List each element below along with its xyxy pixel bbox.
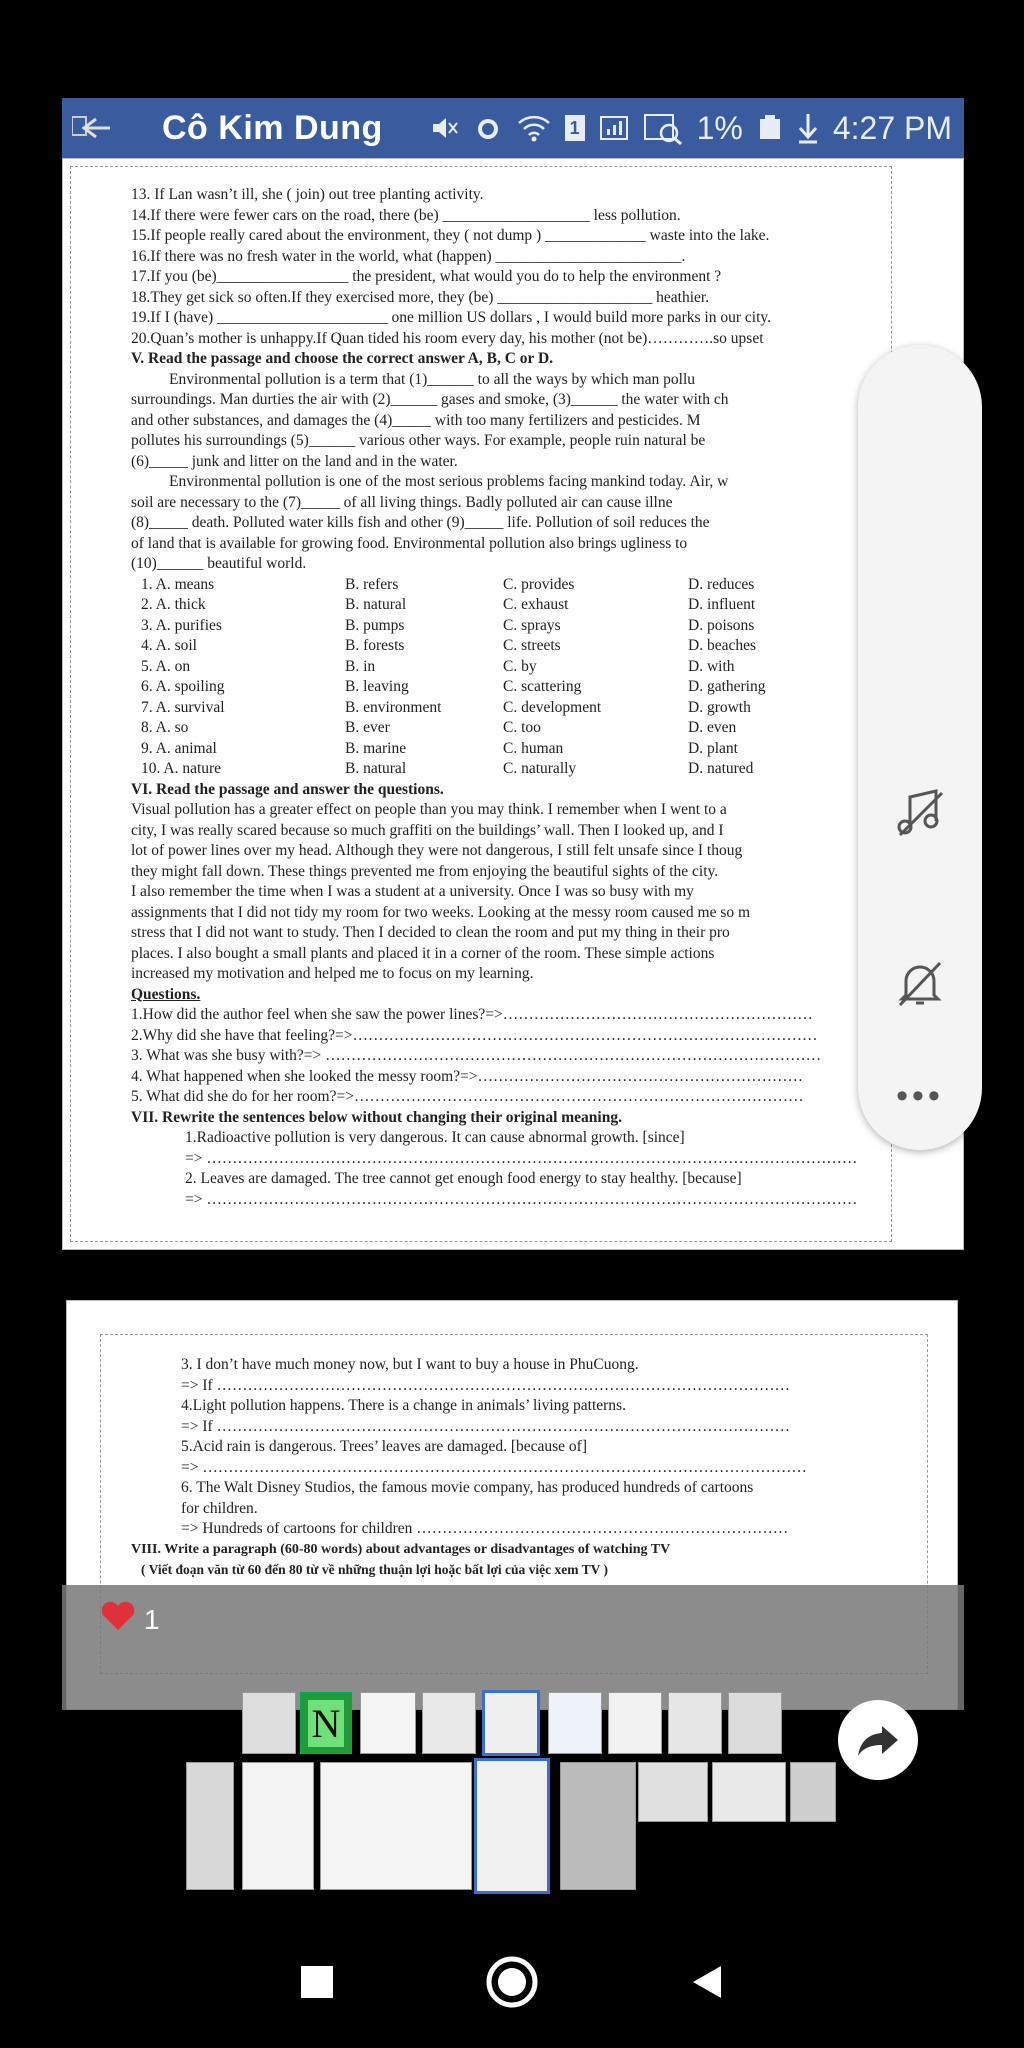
rewrite-line: => Hundreds of cartoons for children ……………………………………………………………… (181, 1520, 789, 1537)
system-nav-bar (0, 1920, 1024, 2048)
answer-option: B. leaving (345, 678, 409, 695)
floating-action-panel (858, 345, 982, 1150)
chat-title[interactable]: Cô Kim Dung (162, 108, 383, 147)
music-note-off-icon[interactable] (858, 785, 982, 841)
image-thumbnail[interactable] (560, 1762, 636, 1890)
image-thumbnail[interactable] (422, 1692, 476, 1754)
passage-line: assignments that I did not tidy my room for two weeks. Looking at the messy room caused me so m (131, 903, 751, 921)
exercise-line: 15.If people really cared about the environment, they ( not dump ) _____________ waste into the lake. (131, 227, 770, 244)
question-line: 5. What did she do for her room?=>…………………………………………………………………………… (131, 1088, 804, 1105)
image-thumbnail[interactable] (638, 1762, 708, 1822)
passage-line: soil are necessary to the (7)_____ of all living things. Badly polluted air can cause illne (131, 493, 673, 511)
share-button[interactable] (838, 1700, 918, 1780)
like-count: 1 (144, 1603, 160, 1635)
back-button[interactable] (689, 1964, 725, 2005)
passage-line: Visual pollution has a greater effect on people than you may think. I remember when I went to a (131, 801, 727, 818)
answer-option: 4. A. soil (141, 637, 197, 654)
section5-title: V. Read the passage and choose the correct answer A, B, C or D. (131, 350, 554, 367)
answer-option-row (131, 677, 891, 698)
answer-option: C. exhaust (503, 596, 569, 613)
image-thumbnail[interactable] (790, 1762, 836, 1822)
answer-option: 8. A. so (141, 719, 189, 736)
image-thumbnail[interactable] (300, 1692, 352, 1754)
exercise-line: 16.If there was no fresh water in the world, what (happen) ________________________. (131, 247, 686, 265)
answer-option: C. too (503, 719, 541, 736)
questions-title: Questions. (131, 985, 201, 1003)
answer-option-row (131, 595, 891, 616)
rewrite-line: 6. The Walt Disney Studios, the famous movie company, has produced hundreds of cartoons (181, 1479, 754, 1496)
answer-option-row (131, 636, 891, 657)
answer-option: C. streets (503, 637, 561, 654)
notification-off-icon[interactable] (858, 955, 982, 1011)
image-thumbnail-selected[interactable] (482, 1690, 540, 1756)
answer-option: D. even (688, 719, 737, 736)
answer-option: 7. A. survival (141, 698, 225, 716)
image-thumbnail[interactable] (668, 1692, 722, 1754)
battery-icon (757, 113, 783, 143)
passage-line: pollutes his surroundings (5)______ various other ways. For example, people ruin natural be (131, 432, 706, 449)
rewrite-line: => If ………………………………………………………………………………………………… (181, 1376, 791, 1394)
answer-option-row (131, 718, 891, 739)
answer-option: D. beaches (688, 637, 756, 654)
answer-option: B. environment (345, 698, 442, 716)
exercise-line: 20.Quan’s mother is unhappy.If Quan tided his room every day, his mother (not be)………….so upset (131, 329, 764, 347)
answer-option-row (131, 759, 891, 780)
sim-icon: 1 (565, 115, 585, 141)
image-thumbnail[interactable] (186, 1762, 234, 1890)
home-button[interactable] (485, 1955, 539, 2014)
heart-icon (100, 1600, 136, 1639)
answer-option: D. poisons (688, 616, 755, 634)
answer-option: D. influent (688, 596, 756, 613)
clock-time: 4:27 PM (832, 109, 952, 146)
document-text-1 (70, 166, 892, 1242)
answer-option: C. human (503, 739, 564, 757)
answer-option: D. plant (688, 739, 738, 757)
section7-title: VII. Rewrite the sentences below without changing their original meaning. (131, 1108, 622, 1126)
image-thumbnail-selected[interactable] (474, 1758, 550, 1894)
answer-option: B. natural (345, 760, 407, 777)
answer-option: B. marine (345, 739, 407, 757)
passage-line: surroundings. Man durties the air with (2)______ gases and smoke, (3)______ the water with ch (131, 391, 729, 408)
share-arrow-icon (856, 1722, 900, 1758)
section6-title: VI. Read the passage and answer the questions. (131, 780, 444, 798)
recents-button[interactable] (299, 1964, 335, 2005)
answer-option-row (131, 698, 891, 719)
answer-option: C. by (503, 657, 537, 675)
answer-option: D. growth (688, 698, 751, 716)
passage-line: of land that is available for growing food. Environmental pollution also brings ugliness to (131, 534, 688, 552)
passage-line: (10)______ beautiful world. (131, 555, 307, 572)
question-line: 2.Why did she have that feeling?=>……………………………………………………………………………… (131, 1026, 818, 1044)
passage-line: lot of power lines over my head. Although they were not dangerous, I still felt unsafe since I thoug (131, 842, 743, 859)
passage-line: places. I also bought a small plants and placed it in a corner of the room. These simple actions (131, 944, 715, 962)
passage-line: increased my motivation and helped me to focus on my learning. (131, 965, 534, 982)
exercise-line: 13. If Lan wasn’t ill, she ( join) out tree planting activity. (131, 186, 484, 203)
passage-line: Environmental pollution is a term that (1)______ to all the ways by which man pollu (169, 370, 696, 388)
answer-option: D. natured (688, 760, 754, 777)
answer-option: 9. A. animal (141, 739, 217, 757)
status-bar (429, 98, 952, 158)
passage-line: (6)_____ junk and litter on the land and in the water. (131, 452, 458, 470)
answer-option: B. forests (345, 637, 405, 654)
question-line: 3. What was she busy with?=> …………………………………………………………………………………… (131, 1047, 822, 1064)
rewrite-line: for children. (181, 1499, 258, 1517)
image-thumbnail[interactable] (712, 1762, 786, 1822)
signal-icon (599, 113, 629, 143)
exercise-line: 14.If there were fewer cars on the road, there (be) ___________________ less pollution. (131, 206, 681, 224)
passage-line: they might fall down. These things prevented me from enjoying the beautiful sights of the city. (131, 862, 719, 880)
answer-option: 1. A. means (141, 575, 215, 593)
wifi-icon (517, 113, 551, 143)
rewrite-line: => ……………………………………………………………………………………………………… (181, 1458, 807, 1476)
back-arrow-icon[interactable] (62, 98, 122, 158)
passage-line: (8)_____ death. Polluted water kills fish and other (9)_____ life. Pollution of soil reduces the (131, 514, 710, 531)
rewrite-line: 3. I don’t have much money now, but I want to buy a house in PhuCuong. (181, 1356, 639, 1373)
rewrite-line: => ……………………………………………………………………………………………………………… (185, 1190, 858, 1208)
rewrite-line: 2. Leaves are damaged. The tree cannot get enough food energy to stay healthy. [because] (185, 1170, 742, 1187)
like-reaction[interactable] (100, 1600, 160, 1639)
answer-option: B. ever (345, 719, 390, 736)
answer-option: 2. A. thick (141, 596, 206, 613)
image-thumbnail[interactable] (608, 1692, 662, 1754)
image-thumbnail[interactable] (728, 1692, 782, 1754)
answer-option: B. natural (345, 596, 407, 613)
answer-option: B. in (345, 657, 376, 675)
answer-option: B. pumps (345, 616, 405, 634)
answer-option: D. gathering (688, 678, 766, 695)
question-line: 4. What happened when she looked the messy room?=>……………………………………………………… (131, 1067, 803, 1085)
screenshot-icon (643, 111, 683, 145)
image-thumbnail[interactable] (548, 1692, 602, 1754)
answer-option-row (131, 616, 891, 637)
answer-option-row (131, 739, 891, 760)
answer-option: 10. A. nature (141, 760, 222, 777)
question-line: 1.How did the author feel when she saw the power lines?=>…………………………………………………… (131, 1006, 813, 1023)
exercise-line: 18.They get sick so often.If they exercised more, they (be) ____________________ heathier. (131, 288, 710, 306)
passage-line: Environmental pollution is one of the most serious problems facing mankind today. Air, w (169, 473, 729, 490)
answer-option: C. scattering (503, 678, 582, 695)
passage-line: and other substances, and damages the (4)_____ with too many fertilizers and pesticides. M (131, 411, 701, 429)
thumbnail-letter: N (308, 1700, 345, 1747)
image-thumbnail[interactable] (242, 1762, 314, 1890)
answer-option-row (131, 575, 891, 596)
section8-subtitle: ( Viết đoạn văn từ 60 đến 80 từ về những thuận lợi hoặc bất lợi của việc xem TV ) (141, 1562, 609, 1577)
passage-line: I also remember the time when I was a student at a university. Once I was so busy with my (131, 883, 694, 900)
answer-option: D. reduces (688, 575, 755, 593)
rewrite-line: => If ………………………………………………………………………………………………… (181, 1417, 791, 1435)
answer-option: 3. A. purifies (141, 616, 222, 634)
image-thumbnail[interactable] (242, 1692, 296, 1754)
image-thumbnail[interactable] (320, 1762, 472, 1890)
passage-line: stress that I did not want to study. Then I decided to clean the room and put my thing in their pro (131, 924, 730, 941)
answer-option: C. naturally (503, 760, 577, 777)
answer-option: C. sprays (503, 616, 561, 634)
section8-title: VIII. Write a paragraph (60-80 words) about advantages or disadvantages of watching TV (131, 1541, 671, 1557)
exercise-line: 19.If I (have) ______________________ one million US dollars , I would build more parks in our city. (131, 309, 772, 326)
answer-option: C. development (503, 698, 602, 716)
passage-line: city, I was really scared because so much graffiti on the buildings’ wall. Then I looked up, and I (131, 821, 724, 839)
rewrite-line: 4.Light pollution happens. There is a change in animals’ living patterns. (181, 1397, 626, 1414)
more-options-icon[interactable]: ••• (896, 1077, 944, 1115)
app-bar (62, 98, 964, 158)
rewrite-line: 5.Acid rain is dangerous. Trees’ leaves are damaged. [because of] (181, 1438, 588, 1455)
exercise-line: 17.If you (be)_________________ the president, what would you do to help the environment ? (131, 268, 722, 285)
battery-text: 1% (696, 109, 743, 146)
answer-option: D. with (688, 657, 735, 675)
rewrite-line: 1.Radioactive pollution is very dangerous. It can cause abnormal growth. [since] (185, 1129, 685, 1146)
answer-option-row (131, 657, 891, 678)
rewrite-line: => ……………………………………………………………………………………………………………… (185, 1149, 858, 1167)
alarm-icon (473, 113, 503, 143)
answer-option: B. refers (345, 575, 399, 593)
answer-option: 6. A. spoiling (141, 678, 225, 695)
mute-icon (429, 113, 459, 143)
image-thumbnail[interactable] (360, 1692, 416, 1754)
answer-option: 5. A. on (141, 657, 191, 675)
download-icon (797, 112, 819, 144)
answer-option: C. provides (503, 575, 575, 593)
